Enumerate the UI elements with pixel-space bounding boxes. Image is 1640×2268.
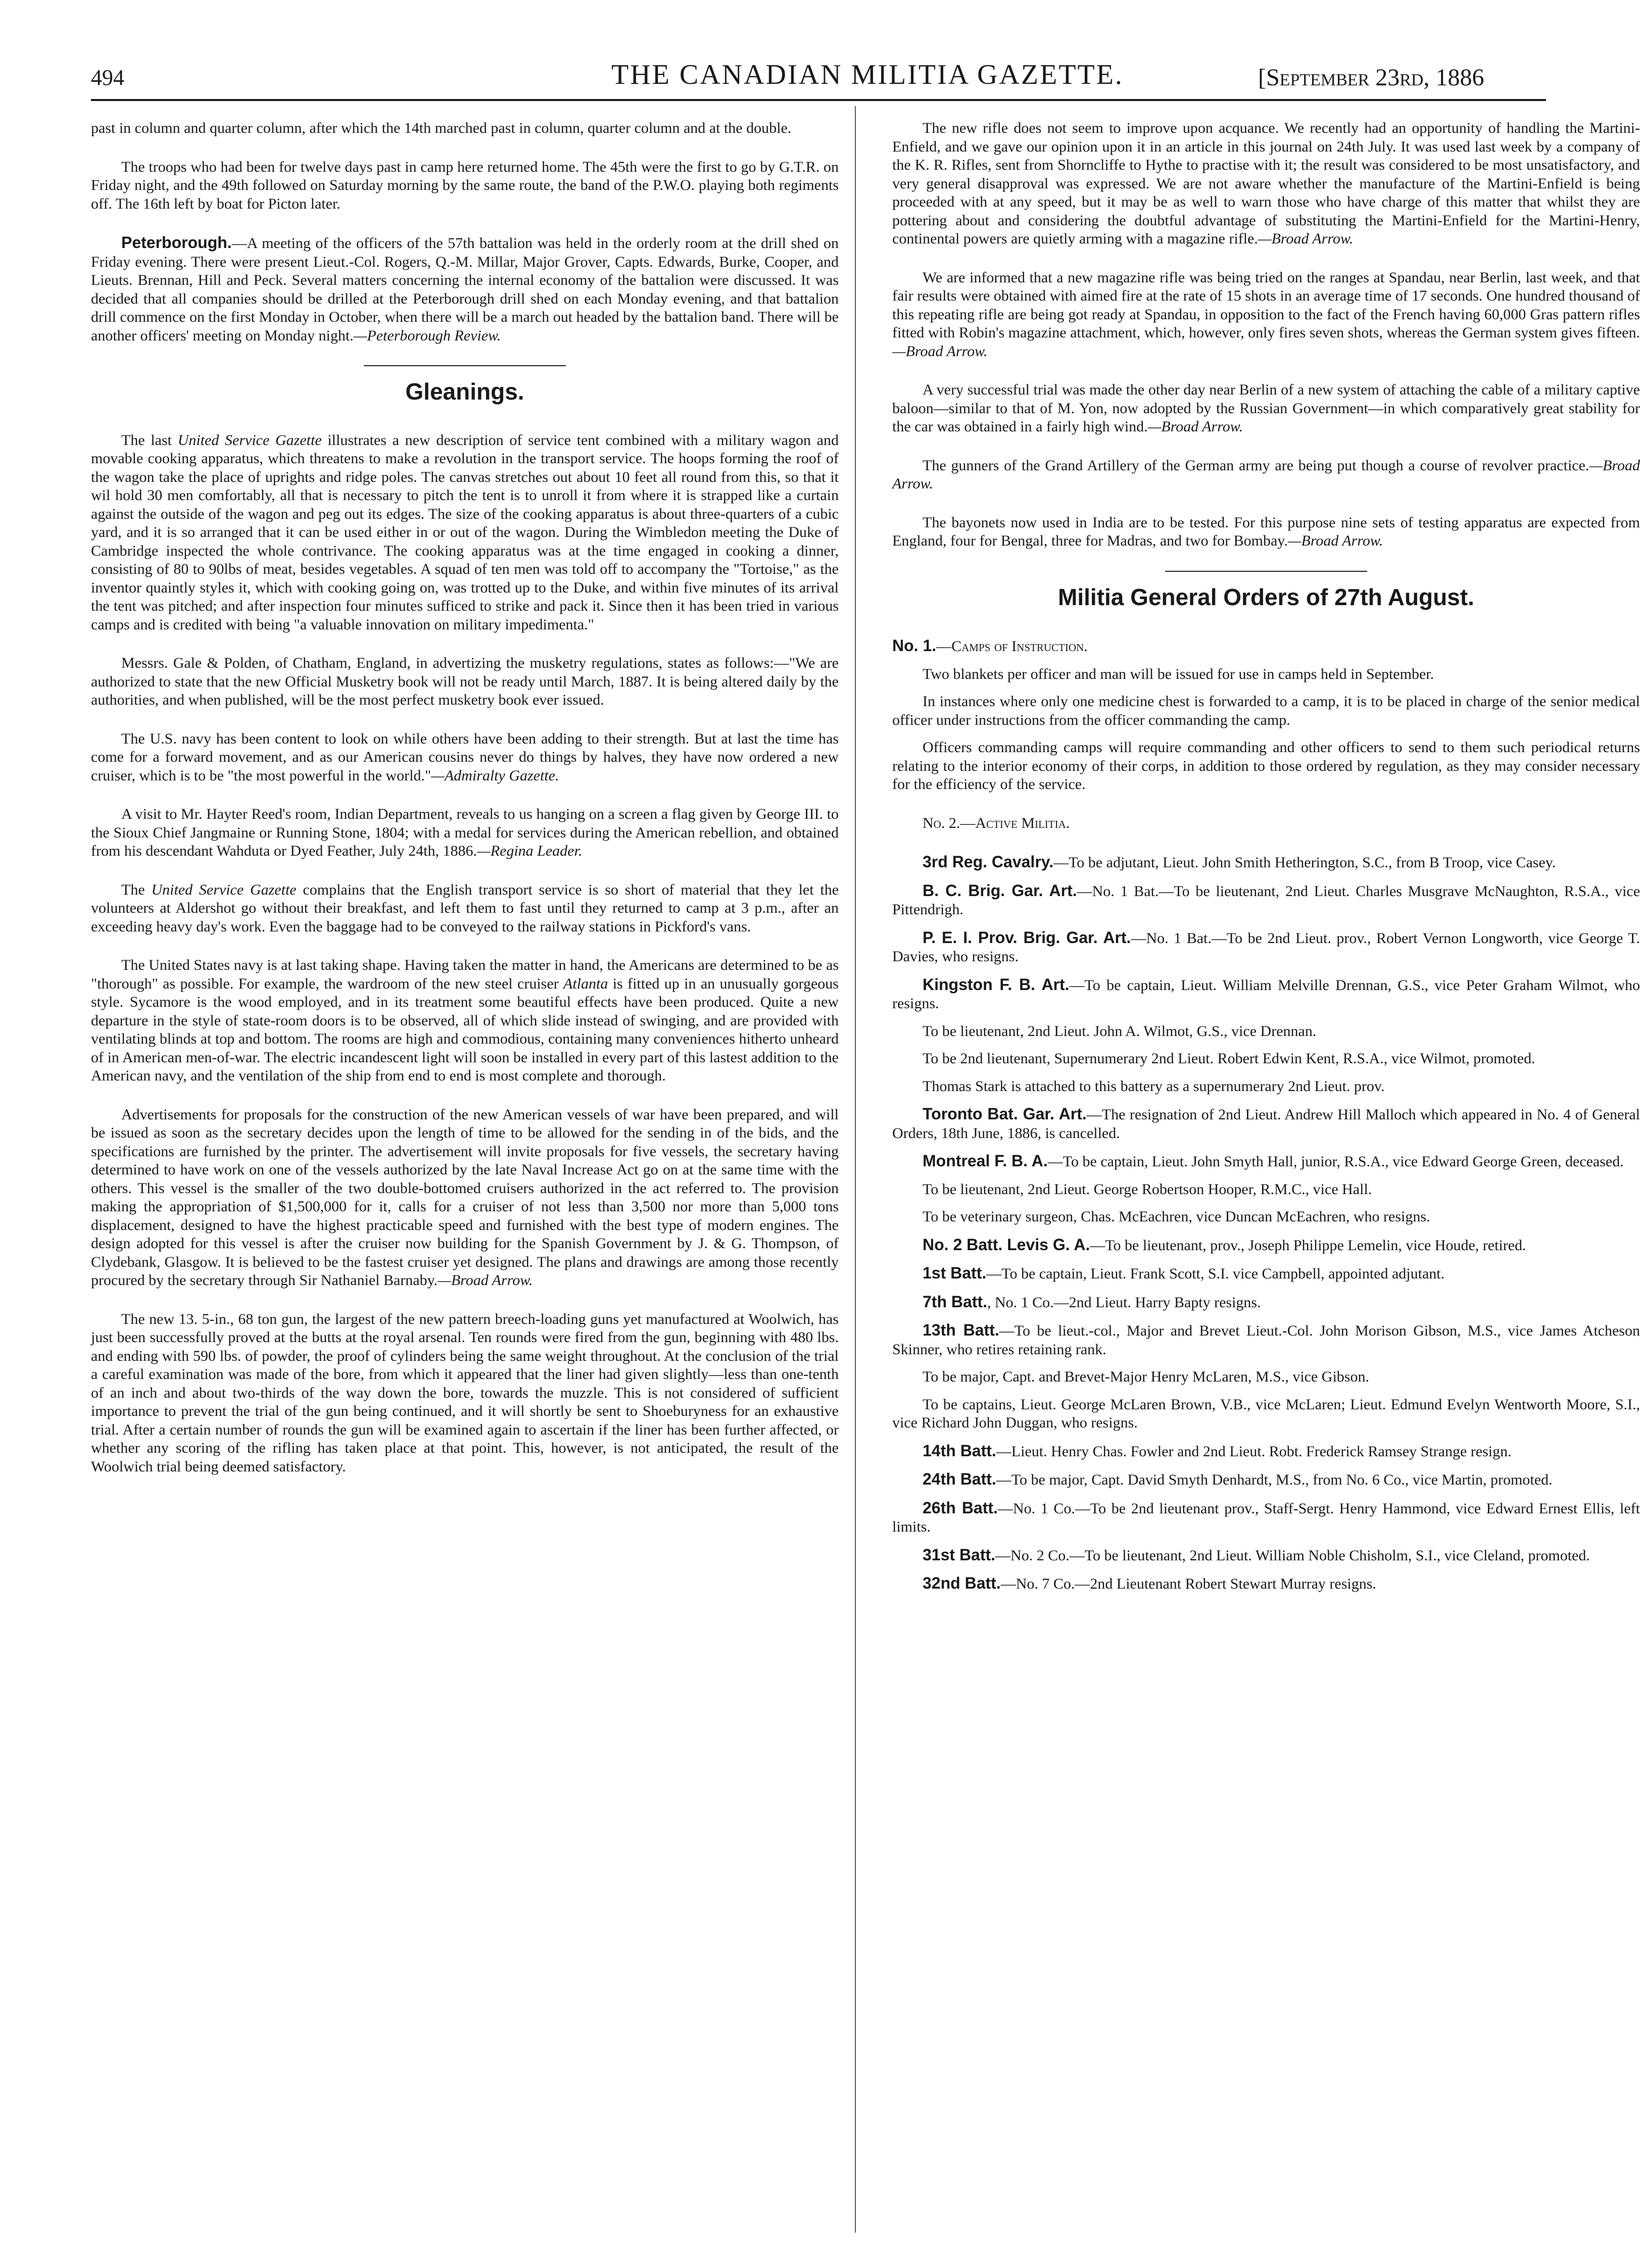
source-credit: —Peterborough Review. (353, 327, 501, 344)
order-entry: B. C. Brig. Gar. Art.—No. 1 Bat.—To be lieutenant, 2nd Lieut. Charles Musgrave McNaughton, R.S.A., vice Pittendrigh. (892, 881, 1640, 918)
section-divider (364, 365, 566, 366)
section-divider (1165, 571, 1367, 572)
order-number: No. 2.—Active Militia. (923, 814, 1070, 831)
order-entry: P. E. I. Prov. Brig. Gar. Art.—No. 1 Bat.—To be 2nd Lieut. prov., Robert Vernon Longworth, vice George T. Davies, who resigns. (892, 928, 1640, 965)
paragraph: The U.S. navy has been content to look on while others have been adding to their strength. But at last the time has come for a forward movement, and as our American cousins never do things by halves, they have now ordered a new cruiser, which is to be "the most powerful in the world."—Admiralty Gazette. (91, 730, 839, 784)
paragraph: We are informed that a new magazine rifle was being tried on the ranges at Spandau, near Berlin, last week, and that fair results were obtained with aimed fire at the rate of 15 shots in an average time of 17 seconds. One hundred thousand of this repeating rifle are being got ready at Spandau, in opposition to the fact of the French having 60,000 Gras pattern rifles fitted with Robin's magazine attachment, which, however, only fires seven shots, whereas the German system gives fifteen.—Broad Arrow. (892, 269, 1640, 360)
paragraph: The gunners of the Grand Artillery of the German army are being put though a course of revolver practice.—Broad Arrow. (892, 457, 1640, 492)
section-title: Militia General Orders of 27th August. (1058, 583, 1474, 610)
page-header (91, 55, 1617, 99)
source-credit: —Admiralty Gazette. (431, 767, 559, 784)
paragraph: Officers commanding camps will require commanding and other officers to send to them such periodical returns relating to the interior economy of their corps, in addition to those ordered by regulation, as they may consider necessary for the efficiency of the service. (892, 739, 1640, 793)
paragraph: A visit to Mr. Hayter Reed's room, Indian Department, reveals to us hanging on a screen a flag given by George III. to the Sioux Chief Jangmaine or Running Stone, 1804; with a medal for services during the American rebellion, and obtained from his descendant Wahduta or Dyed Feather, July 24th, 1886.—Regina Leader. (91, 806, 839, 859)
paragraph: The new rifle does not seem to improve upon acquance. We recently had an opportunity of handling the Martini-Enfield, and we gave our opinion upon it in an article in this journal on 24th July. It was used last week by a company of the K. R. Rifles, sent from Shorncliffe to Hythe to practise with it; the result was considered to be most unsatisfactory, and very general disapproval was expressed. We are not aware whether the manufacture of the Martini-Enfield is being proceeded with at any speed, but it may be as well to warn those who have charge of this matter that whilst they are pottering about and considering the doubtful advantage of substituting the Martini-Enfield for the Martini-Henry, continental powers are quietly arming with a magazine rifle.—Broad Arrow. (892, 120, 1640, 247)
order-entry: To be 2nd lieutenant, Supernumerary 2nd Lieut. Robert Edwin Kent, R.S.A., vice Wilmot, promoted. (923, 1050, 1535, 1067)
header-rule (91, 99, 1546, 101)
issue-date: [September 23rd, 1886 (1258, 64, 1484, 91)
paragraph: Advertisements for proposals for the construction of the new American vessels of war have been prepared, and will be issued as soon as the secretary decides upon the length of time to be allowed for the sending in of the bids, and the specifications are furnished by the printer. The advertisement will invite proposals for five vessels, the secretary having determined to have work on one of the vessels authorized by the late Naval Increase Act go on at the same time with the others. This vessel is the smaller of the two double-bottomed cruisers authorized in the act referred to. The provision making the appropriation of $1,500,000 for it, calls for a cruiser of not less than 3,500 nor more than 5,000 tons displacement, designed to have the highest practicable speed and furnished with the best type of modern engines. The design adopted for this vessel is after the cruiser now building for the Spanish Government by J. & G. Thompson, of Clydebank, Glasgow. It is believed to be the fastest cruiser yet designed. The plans and drawings are among those recently procured by the secretary through Sir Nathaniel Barnaby.—Broad Arrow. (91, 1106, 839, 1289)
paragraph: The troops who had been for twelve days past in camp here returned home. The 45th were the first to go by G.T.R. on Friday night, and the 49th followed on Saturday morning by the same route, the band of the P.W.O. playing both regiments off. The 16th left by boat for Picton later. (91, 158, 839, 212)
paragraph: The United Service Gazette complains that the English transport service is so short of material that they let the volunteers at Aldershot go without their breakfast, and left them to fast until they returned to camp at 3 p.m., after an exceeding heavy day's work. Even the baggage had to be conveyed to the railway stations in Pickford's vans. (91, 881, 839, 935)
left-column (91, 119, 839, 2246)
page-number: 494 (91, 65, 124, 90)
order-entry: To be major, Capt. and Brevet-Major Henry McLaren, M.S., vice Gibson. (923, 1368, 1369, 1385)
source-credit: —Broad Arrow. (892, 457, 1640, 492)
section-title: Gleanings. (405, 378, 524, 405)
order-entry: 14th Batt.—Lieut. Henry Chas. Fowler and 2nd Lieut. Robt. Frederick Ramsey Strange resign. (923, 1441, 1512, 1460)
paragraph: A very successful trial was made the other day near Berlin of a new system of attaching the cable of a military captive baloon—similar to that of M. Yon, now adopted by the Russian Government—in which comparatively great stability for the car was obtained in a fairly high wind.—Broad Arrow. (892, 381, 1640, 435)
source-credit: —Regina Leader. (477, 843, 583, 859)
source-credit: —Broad Arrow. (1147, 418, 1243, 435)
masthead: THE CANADIAN MILITIA GAZETTE. (611, 59, 1124, 90)
paragraph: The last United Service Gazette illustrates a new description of service tent combined with a military wagon and movable cooking apparatus, which threatens to make a revolution in the transport service. The hoops forming the roof of the wagon take the place of uprights and ridge poles. The canvas stretches out about 10 feet all round from this, so that it wil hold 30 men comfortably, all that is necessary to pitch the tent is to unroll it from where it is strapped like a curtain against the outside of the wagon and peg out its edges. The size of the cooking apparatus is about three-quarters of a cubic yard, and it is so arranged that it can be used either in or out of the wagon. During the Wimbledon meeting the Duke of Cambridge inspected the whole contrivance. The cooking apparatus was at the time engaged in cooking a dinner, consisting of 80 to 90lbs of meat, besides vegetables. A squad of ten men was told off to accompany the "Tortoise," as the inventor quaintly styles it, which with cooking going on, was trotted up to the Duke, and within five minutes of its arrival the tent was pitched; and after inspection four minutes sufficed to strike and pack it. Since then it has been tried in various camps and is credited with being "a valuable innovation on military impedimenta." (91, 431, 839, 633)
order-entry: 3rd Reg. Cavalry.—To be adjutant, Lieut. John Smith Hetherington, S.C., from B Troop, vice Casey. (923, 853, 1556, 871)
order-entry: Kingston F. B. Art.—To be captain, Lieut. William Melville Drennan, G.S., vice Peter Graham Wilmot, who resigns. (892, 975, 1640, 1012)
order-entry: 31st Batt.—No. 2 Co.—To be lieutenant, 2nd Lieut. William Noble Chisholm, S.I., vice Cleland, promoted. (923, 1545, 1590, 1564)
order-entry: 7th Batt., No. 1 Co.—2nd Lieut. Harry Bapty resigns. (923, 1292, 1261, 1311)
order-entry: Thomas Stark is attached to this battery as a supernumerary 2nd Lieut. prov. (923, 1077, 1385, 1095)
order-entry: To be lieutenant, 2nd Lieut. John A. Wilmot, G.S., vice Drennan. (923, 1022, 1317, 1040)
order-entry: Toronto Bat. Gar. Art.—The resignation of 2nd Lieut. Andrew Hill Malloch which appeared in No. 4 of General Orders, 18th June, 1886, is cancelled. (892, 1105, 1640, 1142)
order-entry: To be lieutenant, 2nd Lieut. George Robertson Hooper, R.M.C., vice Hall. (923, 1180, 1372, 1198)
order-entry: 26th Batt.—No. 1 Co.—To be 2nd lieutenant prov., Staff-Sergt. Henry Hammond, vice Edward Ernest Ellis, left limits. (892, 1498, 1640, 1535)
source-credit: —Broad Arrow. (1287, 532, 1383, 549)
column-divider (855, 106, 856, 2233)
order-entry: 13th Batt.—To be lieut.-col., Major and Brevet Lieut.-Col. John Morison Gibson, M.S., vice James Atcheson Skinner, who retires retaining rank. (892, 1321, 1640, 1358)
right-column (892, 119, 1640, 2246)
order-entry: 32nd Batt.—No. 7 Co.—2nd Lieutenant Robert Stewart Murray resigns. (923, 1574, 1376, 1592)
paragraph: The United States navy is at last taking shape. Having taken the matter in hand, the Americans are determined to be as "thorough" as possible. For example, the wardroom of the new steel cruiser Atlanta is fitted up in an unusually gorgeous style. Sycamore is the wood employed, and in its treatment some beautiful effects have been produced. Quite a new departure in the style of state-room doors is to be observed, all of which slide instead of swinging, and are provided with ventilating blinds at top and bottom. The rooms are high and commodious, containing many conveniences hitherto unheard of in American men-of-war. The electric incandescent light will soon be installed in every part of this lastest addition to the American navy, and the ventilation of the ship from end to end is most complete and thorough. (91, 957, 839, 1084)
source-credit: —Broad Arrow. (438, 1272, 533, 1289)
order-entry: Montreal F. B. A.—To be captain, Lieut. John Smyth Hall, junior, R.S.A., vice Edward George Green, deceased. (923, 1152, 1624, 1170)
order-entry: 1st Batt.—To be captain, Lieut. Frank Scott, S.I. vice Campbell, appointed adjutant. (923, 1264, 1445, 1282)
paragraph: The bayonets now used in India are to be tested. For this purpose nine sets of testing apparatus are expected from England, four for Bengal, three for Madras, and two for Bombay.—Broad Arrow. (892, 514, 1640, 549)
order-entry: To be veterinary surgeon, Chas. McEachren, vice Duncan McEachren, who resigns. (923, 1208, 1430, 1225)
paragraph: past in column and quarter column, after which the 14th marched past in column, quarter column and at the double. (91, 120, 792, 136)
paragraph: Two blankets per officer and man will be issued for use in camps held in September. (923, 665, 1434, 682)
source-credit: —Broad Arrow. (892, 342, 988, 360)
order-entry: 24th Batt.—To be major, Capt. David Smyth Denhardt, M.S., from No. 6 Co., vice Martin, promoted. (923, 1470, 1553, 1488)
source-credit: —Broad Arrow. (1258, 230, 1354, 247)
paragraph: Peterborough.—A meeting of the officers of the 57th battalion was held in the orderly room at the drill shed on Friday evening. There were present Lieut.-Col. Rogers, Q.-M. Millar, Major Grover, Capts. Edwards, Burke, Cooper, and Lieuts. Brennan, Hill and Peck. Several matters concerning the internal economy of the battalion were discussed. It was decided that all companies should be drilled at the Peterborough drill shed on each Monday evening, and that battalion drill commence on the first Monday in October, when there will be a march out headed by the battalion band. There will be another officers' meeting on Monday night.—Peterborough Review. (91, 233, 839, 344)
paragraph: In instances where only one medicine chest is forwarded to a camp, it is to be placed in charge of the senior medical officer under instructions from the officer commanding the camp. (892, 693, 1640, 728)
paragraph: The new 13. 5-in., 68 ton gun, the largest of the new pattern breech-loading guns yet manufactured at Woolwich, has just been successfully proved at the butts at the royal arsenal. Ten rounds were fired from the gun, beginning with 480 lbs. and ending with 590 lbs. of powder, the proof of cylinders being the same weight throughout. At the conclusion of the trial a careful examination was made of the bore, from which it appeared that the liner had given slightly—less than one-tenth of an inch and about two-thirds of the way down the bore, towards the muzzle. This is not considered of sufficient importance to prevent the trial of the gun being continued, and it will shortly be sent to Shoeburyness for an exhaustive trial. After a certain number of rounds the gun will be examined again to ascertain if the liner has been further affected, or whether any scoring of the rifling has taken place at that point. This, however, is not anticipated, the result of the Woolwich trial being deemed satisfactory. (91, 1310, 839, 1475)
paragraph: Messrs. Gale & Polden, of Chatham, England, in advertizing the musketry regulations, states as follows:—"We are authorized to state that the new Official Musketry book will not be ready until March, 1887. It is being altered daily by the authorities, and when published, will be the most perfect musketry book ever issued. (91, 655, 839, 708)
order-entry: To be captains, Lieut. George McLaren Brown, V.B., vice McLaren; Lieut. Edmund Evelyn Wentworth Moore, S.I., vice Richard John Duggan, who resigns. (892, 1396, 1640, 1431)
item-heading: Peterborough. (121, 233, 232, 252)
order-number: No. 1.—Camps of Instruction. (892, 636, 1088, 655)
order-entry: No. 2 Batt. Levis G. A.—To be lieutenant, prov., Joseph Philippe Lemelin, vice Houde, retired. (923, 1235, 1526, 1254)
